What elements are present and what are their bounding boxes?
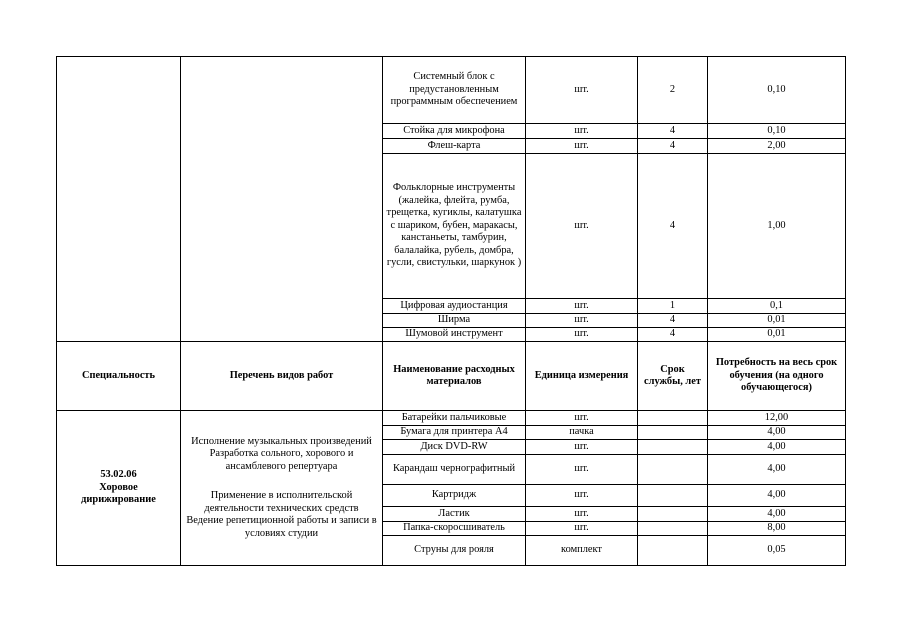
specialty-code: 53.02.06 (100, 469, 137, 481)
unit-cell: шт. (526, 455, 638, 485)
need-cell: 0,01 (708, 314, 846, 328)
unit-cell: шт. (526, 485, 638, 507)
work-item: Применение в исполнительской деятельности технических средств (204, 490, 359, 514)
term-cell: 1 (638, 299, 708, 314)
material-cell: Папка-скоросшиватель (383, 522, 526, 536)
term-cell: 4 (638, 328, 708, 342)
material-cell: Картридж (383, 485, 526, 507)
term-cell (638, 440, 708, 455)
term-cell: 4 (638, 154, 708, 299)
need-cell: 12,00 (708, 411, 846, 426)
need-cell: 1,00 (708, 154, 846, 299)
term-cell: 4 (638, 314, 708, 328)
unit-cell: комплект (526, 536, 638, 566)
need-cell: 4,00 (708, 426, 846, 440)
term-cell (638, 507, 708, 522)
need-cell: 4,00 (708, 440, 846, 455)
need-cell: 0,01 (708, 328, 846, 342)
specialty-cell-empty (57, 57, 181, 342)
material-cell: Струны для рояля (383, 536, 526, 566)
unit-cell: пачка (526, 426, 638, 440)
term-cell (638, 522, 708, 536)
table-header-row (57, 342, 846, 411)
need-cell: 8,00 (708, 522, 846, 536)
material-cell: Батарейки пальчиковые (383, 411, 526, 426)
table-row (57, 57, 846, 124)
unit-cell: шт. (526, 411, 638, 426)
need-cell: 4,00 (708, 485, 846, 507)
unit-cell: шт. (526, 314, 638, 328)
unit-cell: шт. (526, 139, 638, 154)
need-cell: 0,05 (708, 536, 846, 566)
unit-cell: шт. (526, 299, 638, 314)
term-cell (638, 485, 708, 507)
works-cell (181, 411, 383, 566)
works-cell-empty (181, 57, 383, 342)
need-cell: 2,00 (708, 139, 846, 154)
need-cell: 4,00 (708, 455, 846, 485)
header-need: Потребность на весь срок обучения (на одного обучающегося) (708, 342, 846, 411)
material-cell: Диск DVD-RW (383, 440, 526, 455)
material-cell: Ластик (383, 507, 526, 522)
term-cell: 4 (638, 124, 708, 139)
need-cell: 0,1 (708, 299, 846, 314)
material-cell: Системный блок с предустановленным программным обеспечением (383, 57, 526, 124)
need-cell: 0,10 (708, 124, 846, 139)
unit-cell: шт. (526, 522, 638, 536)
unit-cell: шт. (526, 124, 638, 139)
term-cell: 4 (638, 139, 708, 154)
work-item: Ведение репетиционной работы и записи в условиях студии (186, 515, 377, 539)
term-cell (638, 411, 708, 426)
need-cell: 4,00 (708, 507, 846, 522)
term-cell (638, 536, 708, 566)
header-term: Срок службы, лет (638, 342, 708, 411)
header-materials: Наименование расходных материалов (383, 342, 526, 411)
work-item: Разработка сольного, хорового и ансамблевого репертуара (209, 448, 354, 472)
specialty-cell (57, 411, 181, 566)
unit-cell: шт. (526, 507, 638, 522)
specialty-name: дирижирование (81, 494, 156, 506)
header-specialty: Специальность (57, 342, 181, 411)
header-works: Перечень видов работ (181, 342, 383, 411)
material-cell: Шумовой инструмент (383, 328, 526, 342)
material-cell: Карандаш чернографитный (383, 455, 526, 485)
table-row (57, 411, 846, 426)
material-cell: Бумага для принтера А4 (383, 426, 526, 440)
unit-cell: шт. (526, 328, 638, 342)
work-item: Исполнение музыкальных произведений (191, 435, 372, 447)
header-unit: Единица измерения (526, 342, 638, 411)
need-cell: 0,10 (708, 57, 846, 124)
specialty-name: Хоровое (99, 481, 138, 493)
unit-cell: шт. (526, 440, 638, 455)
material-cell: Фольклорные инструменты (жалейка, флейта, румба, трещетка, кугиклы, калатушка с шариком, бубен, маракасы, канстаньеты, тамбурин, балалайка, рубель, домбра, гусли, свистульки, шаркунок ) (383, 154, 526, 299)
unit-cell: шт. (526, 57, 638, 124)
material-cell: Флеш-карта (383, 139, 526, 154)
term-cell: 2 (638, 57, 708, 124)
materials-table (56, 56, 846, 566)
material-cell: Цифровая аудиостанция (383, 299, 526, 314)
term-cell (638, 455, 708, 485)
material-cell: Ширма (383, 314, 526, 328)
unit-cell: шт. (526, 154, 638, 299)
material-cell: Стойка для микрофона (383, 124, 526, 139)
term-cell (638, 426, 708, 440)
